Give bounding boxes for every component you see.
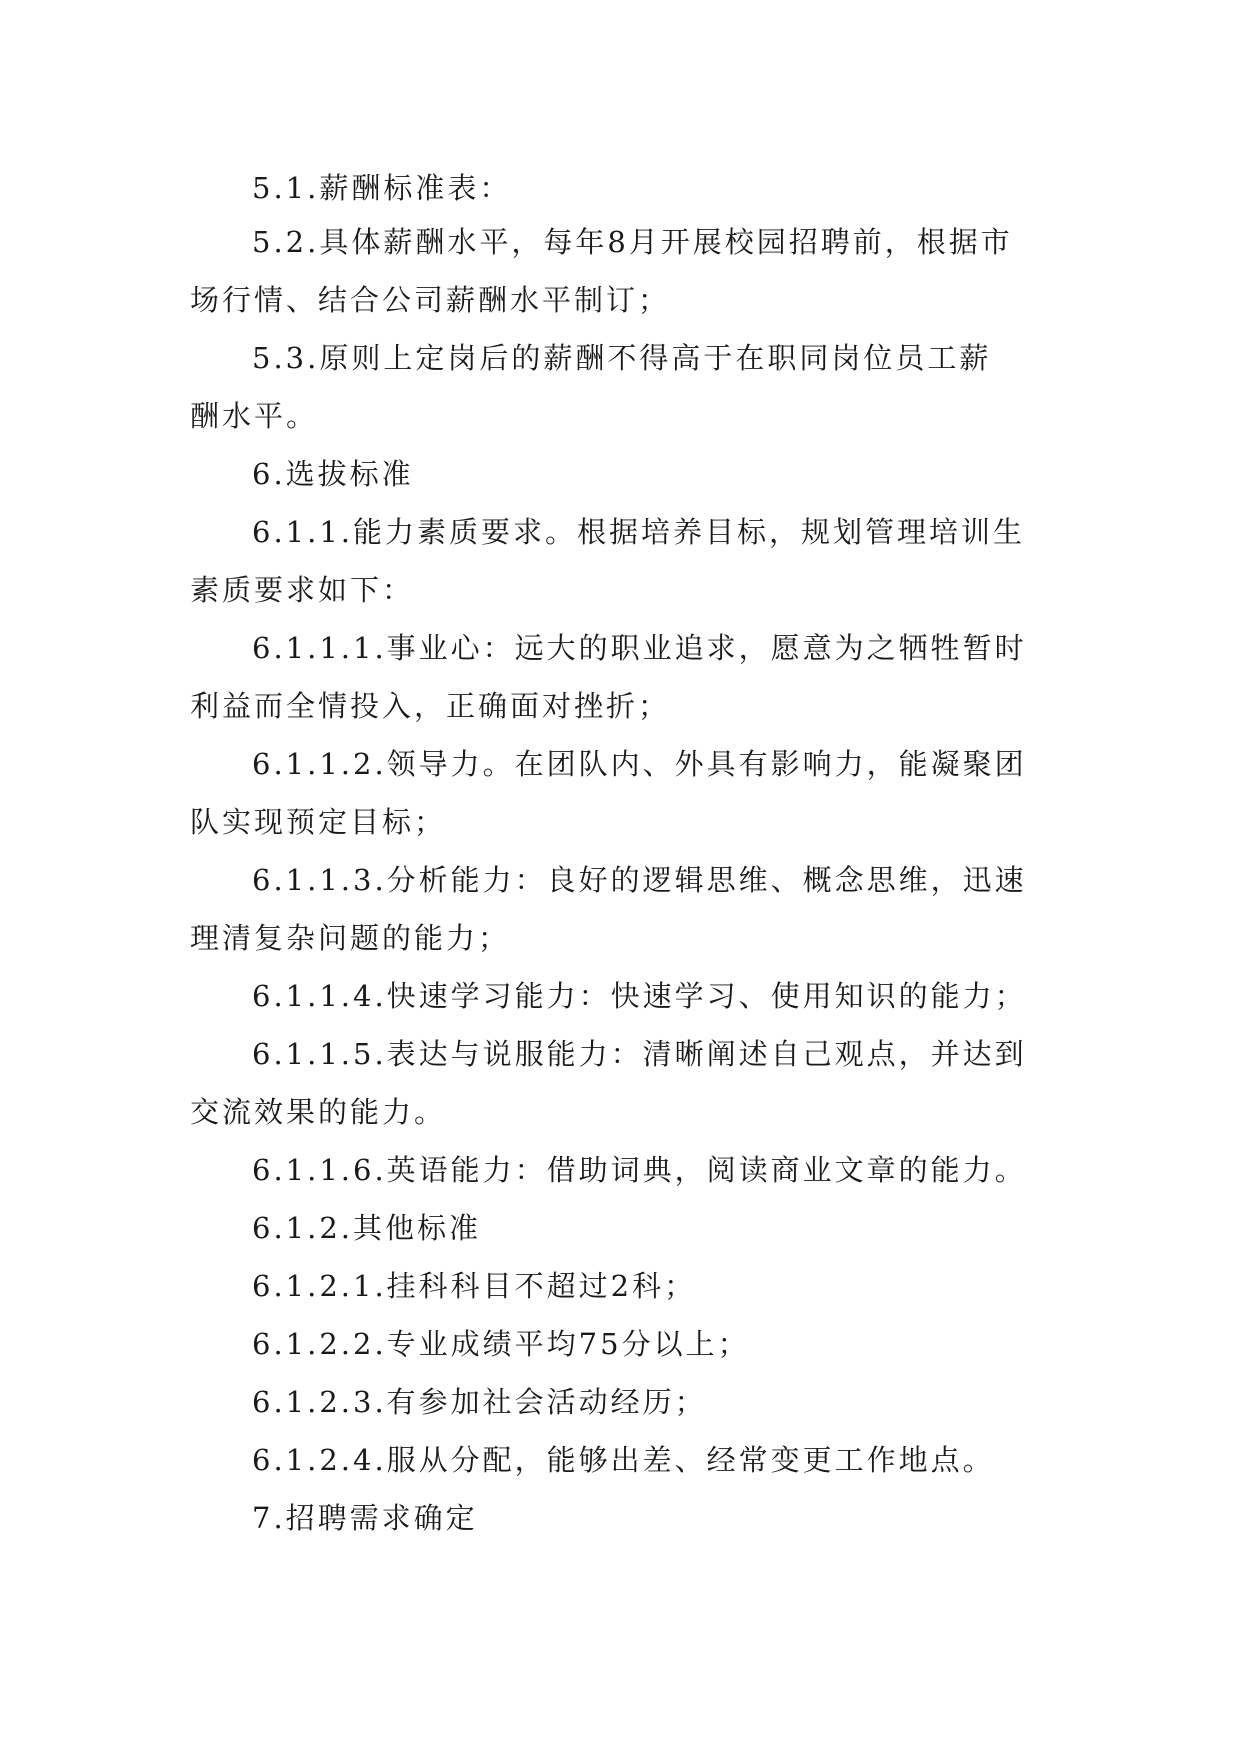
section-5-1: 5.1.薪酬标准表： [252,171,512,205]
section-6-1-1-1: 6.1.1.1.事业心：远大的职业追求，愿意为之牺牲暂时 [252,631,1027,665]
section-6-1-1-3-cont: 理清复杂问题的能力； [190,921,511,955]
section-6-1-2-4: 6.1.2.4.服从分配，能够出差、经常变更工作地点。 [252,1443,995,1477]
section-7-heading: 7.招聘需求确定 [252,1501,478,1535]
section-6-1-1-5-cont: 交流效果的能力。 [190,1095,447,1129]
section-5-3: 5.3.原则上定岗后的薪酬不得高于在职同岗位员工薪 [252,341,992,375]
section-6-1-2-1: 6.1.2.1.挂科科目不超过2科； [252,1269,697,1303]
section-6-1-1: 6.1.1.能力素质要求。根据培养目标，规划管理培训生 [252,515,1026,549]
section-5-3-cont: 酬水平。 [190,399,319,433]
section-6-1-1-4: 6.1.1.4.快速学习能力：快速学习、使用知识的能力； [252,979,1027,1013]
section-6-1-2-3: 6.1.2.3.有参加社会活动经历； [252,1385,707,1419]
section-6-1-1-6: 6.1.1.6.英语能力：借助词典，阅读商业文章的能力。 [252,1153,1027,1187]
section-6-heading: 6.选拔标准 [252,457,414,491]
section-6-1-2: 6.1.2.其他标准 [252,1211,482,1245]
section-5-2-cont: 场行情、结合公司薪酬水平制订； [190,283,671,317]
section-5-2: 5.2.具体薪酬水平，每年8月开展校园招聘前，根据市 [252,225,1013,259]
section-6-1-1-2-cont: 队实现预定目标； [190,805,447,839]
section-6-1-1-cont: 素质要求如下： [190,573,415,607]
section-6-1-1-2: 6.1.1.2.领导力。在团队内、外具有影响力，能凝聚团 [252,747,1027,781]
section-6-1-1-1-cont: 利益而全情投入，正确面对挫折； [190,689,671,723]
section-6-1-1-3: 6.1.1.3.分析能力：良好的逻辑思维、概念思维，迅速 [252,863,1027,897]
section-6-1-1-5: 6.1.1.5.表达与说服能力：清晰阐述自己观点，并达到 [252,1037,1027,1071]
section-6-1-2-2: 6.1.2.2.专业成绩平均75分以上； [252,1327,750,1361]
